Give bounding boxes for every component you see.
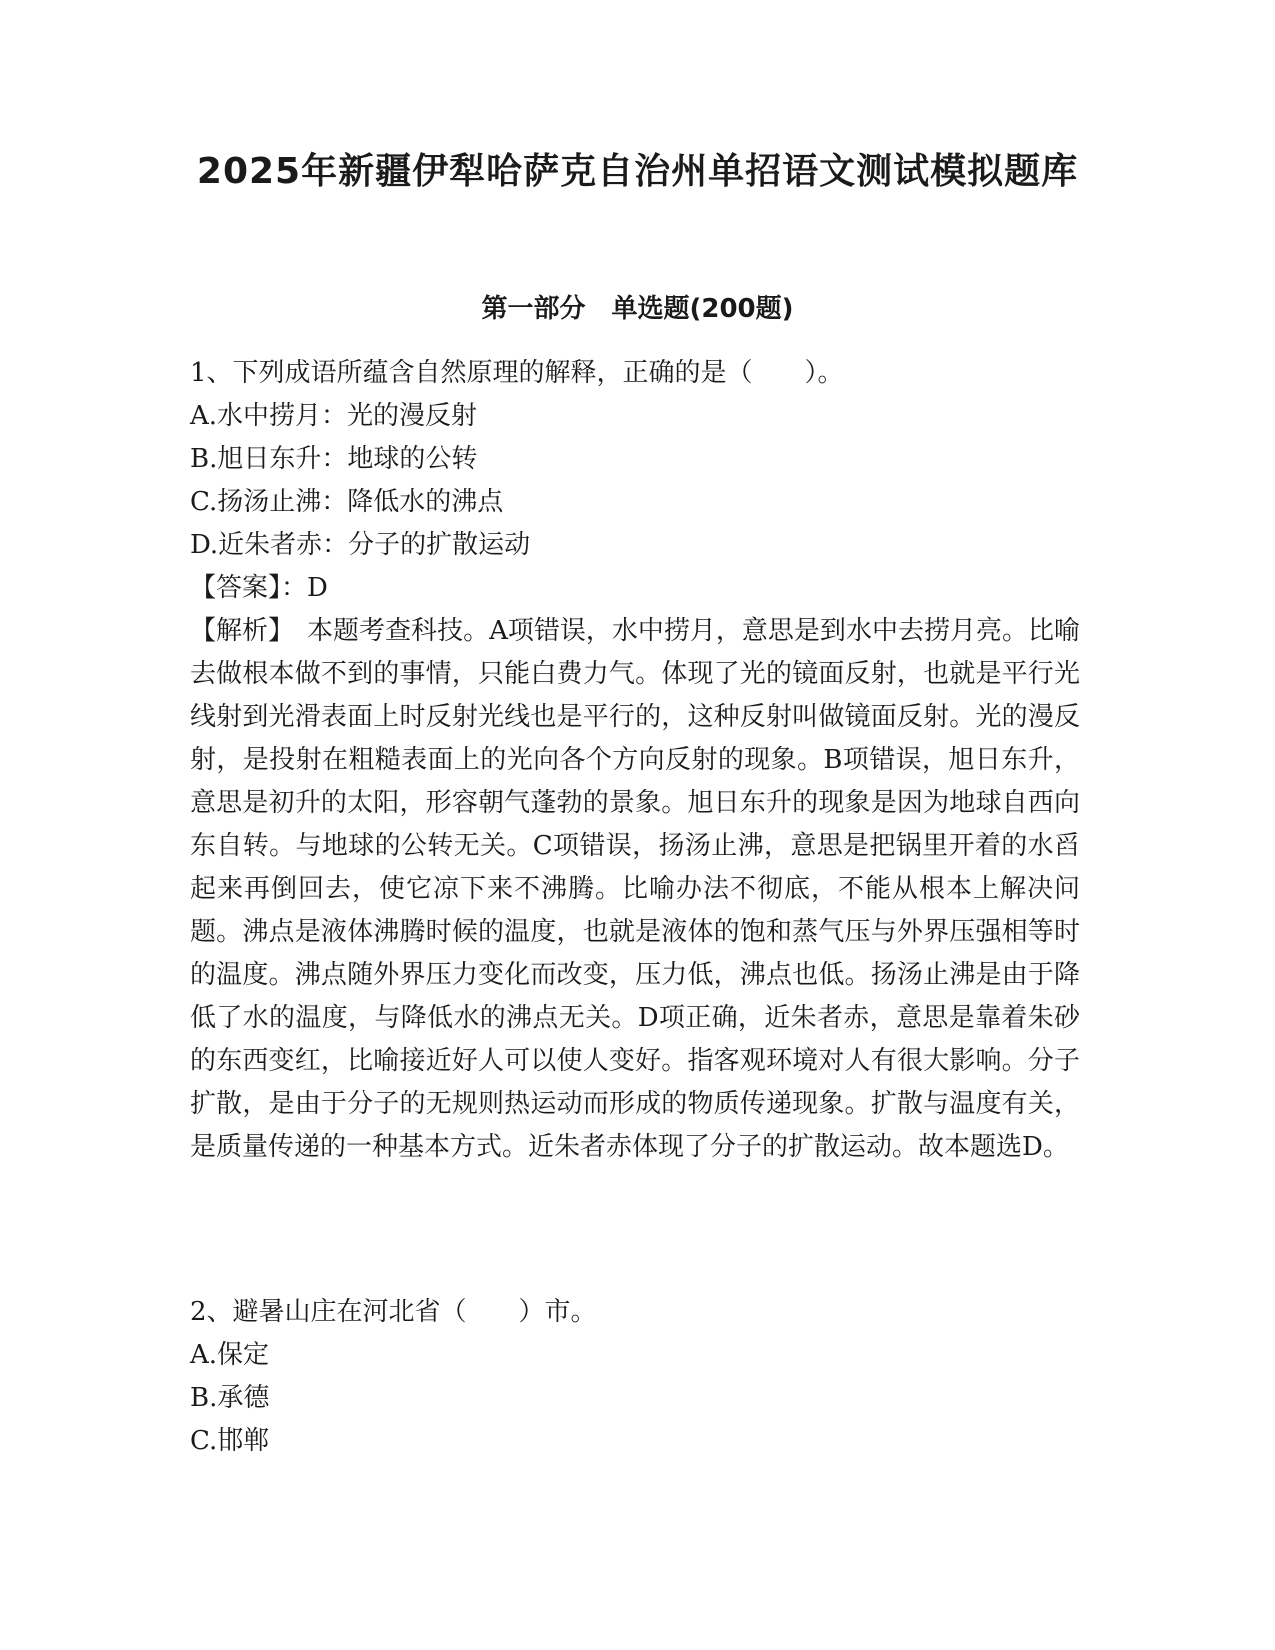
option-b: B.承德 xyxy=(190,1383,270,1413)
explanation-label: 【解析】 xyxy=(190,616,282,646)
option-a: A.水中捞月：光的漫反射 xyxy=(190,401,478,431)
explanation-text: 本题考查科技。A项错误，水中捞月，意思是到水中去捞月亮。比喻去做根本做不到的事情，只能白费力气。体现了光的镜面反射，也就是平行光线射到光滑表面上时反射光线也是平行的，这种反射叫做镜面反射。光的漫反射，是投射在粗糙表面上的光向各个方向反射的现象。B项错误，旭日东升，意思是初升的太阳，形容朝气蓬勃的景象。旭日东升的现象是因为地球自西向东自转。与地球的公转无关。C项错误，扬汤止沸，意思是把锅里开着的水舀起来再倒回去，使它凉下来不沸腾。比喻办法不彻底，不能从根本上解决问题。沸点是液体沸腾时候的温度，也就是液体的饱和蒸气压与外界压强相等时的温度。沸点随外界压力变化而改变，压力低，沸点也低。扬汤止沸是由于降低了水的温度，与降低水的沸点无关。D项正确，近朱者赤，意思是靠着朱砂的东西变红，比喻接近好人可以使人变好。指客观环境对人有很大影响。分子扩散，是由于分子的无规则热运动而形成的物质传递现象。扩散与温度有关，是质量传递的一种基本方式。近朱者赤体现了分子的扩散运动。故本题选D。 xyxy=(190,616,1080,1162)
answer-line xyxy=(190,567,1080,610)
option-a: A.保定 xyxy=(190,1340,270,1370)
question-2 xyxy=(190,1291,1080,1463)
option-d: D.近朱者赤：分子的扩散运动 xyxy=(190,530,531,560)
answer-label: 【答案】： xyxy=(190,573,308,603)
question-stem: 1、下列成语所蕴含自然原理的解释，正确的是（ ）。 xyxy=(190,358,844,388)
option-c: C.邯郸 xyxy=(190,1426,270,1456)
document-title: 2025年新疆伊犁哈萨克自治州单招语文测试模拟题库 xyxy=(196,151,1079,192)
section-heading: 第一部分 单选题(200题) xyxy=(481,294,794,324)
option-c: C.扬汤止沸：降低水的沸点 xyxy=(190,487,504,517)
answer-value: D xyxy=(307,573,328,603)
option-b: B.旭日东升：地球的公转 xyxy=(190,444,478,474)
question-1 xyxy=(190,352,1080,1169)
explanation xyxy=(190,610,1080,1169)
question-stem: 2、避暑山庄在河北省（ ）市。 xyxy=(190,1297,597,1327)
